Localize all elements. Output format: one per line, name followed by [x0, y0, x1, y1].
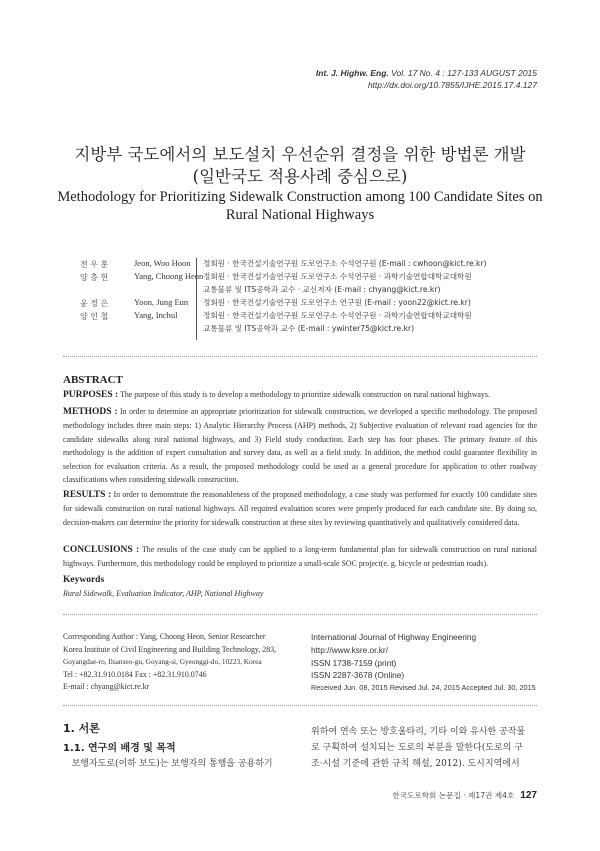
journal-citation: [316, 68, 537, 78]
methods-label: METHODS :: [63, 407, 118, 417]
issn-online: ISSN 2287-3678 (Online): [311, 670, 405, 681]
author-affiliation: 정회원 · 한국건설기술연구원 도로연구소 연구원 (E-mail : yoon22@kict.re.kr): [203, 298, 471, 307]
divider: [63, 614, 537, 615]
volume-issue: Vol. 17 No. 4 : 127-133 AUGUST 2015: [388, 68, 537, 78]
english-title-line1: Methodology for Prioritizing Sidewalk Construction among 100 Candidate Sites on: [57, 189, 543, 205]
journal-url[interactable]: http://www.ksre.or.kr/: [311, 644, 388, 655]
results-paragraph: [63, 488, 537, 529]
corresponding-email[interactable]: E-mail : chyang@kict.re.kr: [63, 682, 150, 691]
correspondence-block: Corresponding Author : Yang, Choong Heon, Senior Researcher Korea Institute of Civil Engineering and Building Technology, 283, Goyangdae-ro, Ilsanseo-gu, Goyang-si, Gyeonggi-do, 10223, Korea Tel : +82.31.910.0184 Fax : +82.31.910.0746 E-mail : chyang@kict.re.kr: [63, 631, 276, 694]
footer-journal-label: 한국도로학회 논문집 · 제17권 제4호: [392, 791, 515, 800]
author-ko-name: 양 충 헌: [80, 273, 109, 282]
section-heading: 1. 서론: [63, 722, 100, 735]
purposes-text: The purpose of this study is to develop a methodology to prioritize sidewalk construction on rural national highways.: [118, 390, 490, 399]
korean-title: 지방부 국도에서의 보도설치 우선순위 결정을 위한 방법론 개발: [74, 145, 526, 164]
journal-abbrev: Int. J. Highw. Eng.: [315, 68, 389, 78]
subsection-heading: 1.1. 연구의 배경 및 목적: [63, 743, 176, 754]
korean-subtitle: (일반국도 적용사례 중심으로): [192, 167, 408, 186]
author-affiliation: 정회원 · 한국건설기술연구원 도로연구소 수석연구원 · 과학기술연합대학교대학원 교통물류 및 ITS공학과 교수 (E-mail : ywinter75@kict.re.kr): [203, 311, 472, 333]
journal-info-block: [311, 631, 536, 695]
abstract-heading: ABSTRACT: [63, 374, 123, 386]
english-title-line2: Rural National Highways: [225, 207, 375, 223]
author-affiliation: 정회원 · 한국건설기술연구원 도로연구소 수석연구원 (E-mail : cwhoon@kict.re.kr): [203, 259, 487, 268]
body-text-right: 위하여 연속 또는 방호울타리, 기타 이와 유사한 공작물 로 구획하여 설치되는 도로의 부분을 말한다(도로의 구 조·시설 기준에 관한 규칙 해설, 2012). 도시지역에서: [311, 727, 526, 769]
conclusions-label: CONCLUSIONS :: [63, 545, 140, 555]
divider: [63, 356, 537, 357]
purposes-label: PURPOSES :: [63, 390, 119, 400]
conclusions-paragraph: [63, 543, 537, 571]
issn-print: ISSN 1738-7159 (print): [311, 657, 397, 668]
page-footer: [392, 790, 537, 801]
author-ko-name: 전 우 훈: [80, 260, 109, 269]
author-en-name: Yoon, Jung Eun: [134, 297, 189, 307]
author-en-name: Yang, Choong Heon: [134, 271, 204, 281]
results-label: RESULTS :: [63, 490, 112, 500]
author-ko-name: 양 인 철: [80, 312, 109, 321]
doi-link[interactable]: http://dx.doi.org/10.7855/IJHE.2015.17.4.127: [367, 80, 537, 90]
page-number: 127: [520, 790, 537, 801]
body-text-left: 보행자도로(이하 보도)는 보행자의 통행을 공용하기: [63, 759, 273, 769]
journal-name: International Journal of Highway Engineering: [311, 632, 477, 642]
keywords-list: Rural Sidewalk, Evaluation Indicator, AHP, National Highway: [63, 589, 264, 598]
divider: [63, 705, 537, 706]
purposes-paragraph: [63, 388, 537, 402]
submission-dates: Received Jun. 08, 2015 Revised Jul. 24, 2015 Accepted Jul. 30, 2015: [311, 683, 536, 693]
author-ko-name: 윤 정 은: [80, 299, 109, 308]
results-text: In order to demonstrate the reasonableness of the proposed methodology, a case study was performed for exactly 100 candidate sites for sidewalk construction on rural national highways. All required evaluation scores were properly produced for each candidate site. By doing so, decision-makers can determine the priority for sidewalk construction at these sites by reviewing quantitatively and qualitatively considered data.: [63, 490, 538, 527]
author-en-name: Jeon, Woo Hoon: [134, 258, 191, 268]
author-affiliation: 정회원 · 한국건설기술연구원 도로연구소 수석연구원 · 과학기술연합대학교대학원 교통물류 및 ITS공학과 교수 · 교신저자 (E-mail : chyang@kict.re.kr): [203, 272, 472, 294]
keywords-heading: Keywords: [63, 575, 105, 585]
methods-text: In order to determine an appropriate prioritization for sidewalk construction, we developed a specific methodology. The proposed methodology includes three main steps: 1) Analytic Hierarchy Process (AHP) methods, 2) Subjective evaluation of relevant road agencies for the candidate sidewalks along rural national highways, and 3) Field study conduction. Each step has four phases. The primary feature of this methodology is the addition of expert consultation and survey data, as well as a field study. In addition, the method could guarantee flexibility in selection for evaluation criteria. As a result, the proposed methodology could be used as a general procedure for application to other roadway classifications when considering sidewalk construction.: [63, 407, 537, 485]
conclusions-text: The results of the case study can be applied to a long-term fundamental plan for sidewalk construction on rural national highways. Furthermore, this methodology could be employed to prioritize a small-scale SOC project(e. g. bicycle or pedestrian roads).: [63, 545, 537, 569]
methods-paragraph: [63, 405, 537, 486]
author-en-name: Yang, Inchul: [134, 310, 178, 320]
